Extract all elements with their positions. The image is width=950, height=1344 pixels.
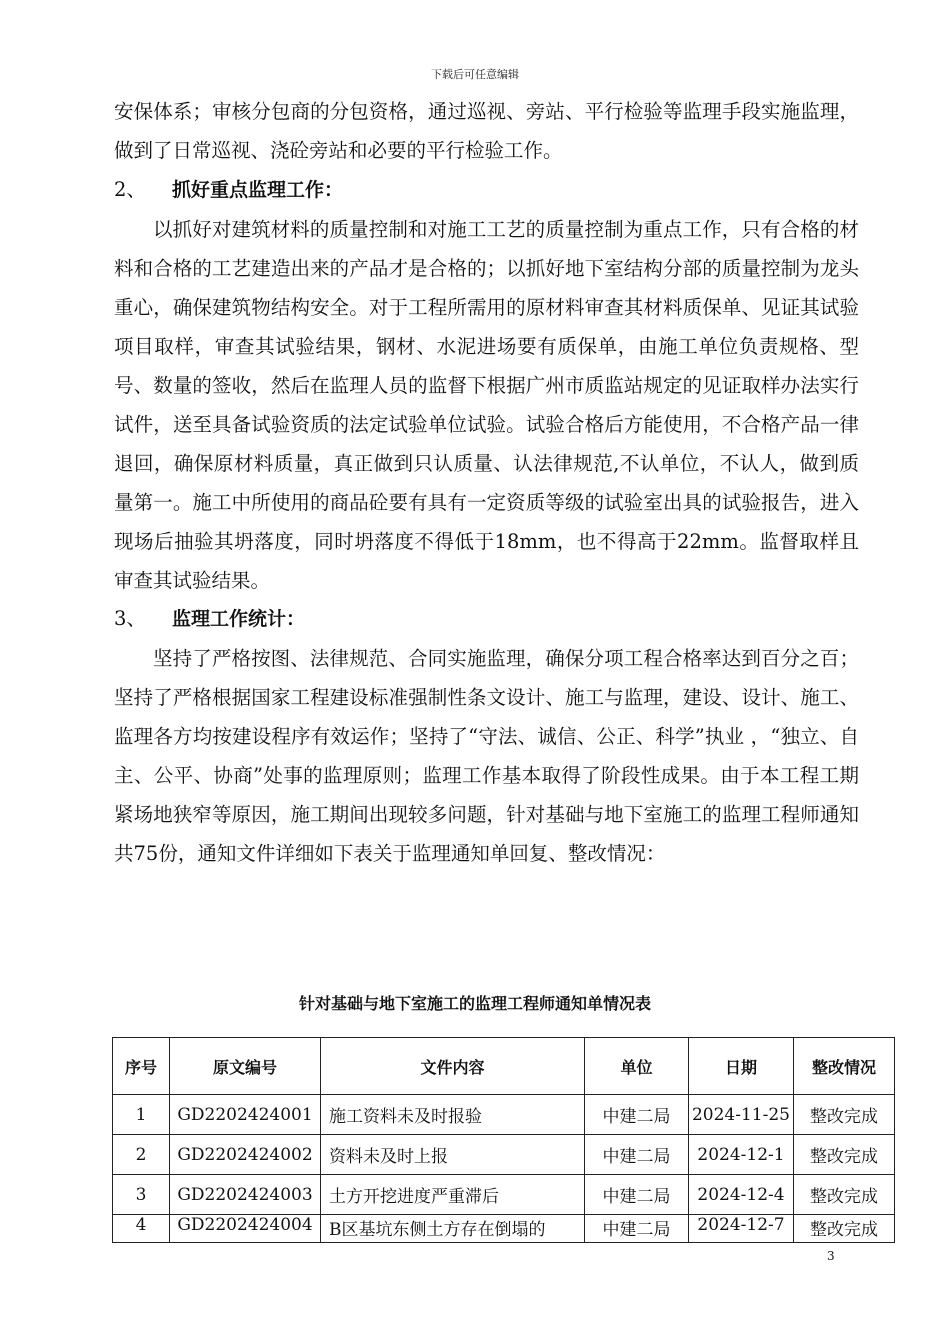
cell-index: 2 bbox=[113, 1135, 170, 1175]
table-row bbox=[113, 1135, 895, 1175]
cell-unit: 中建二局 bbox=[585, 1095, 689, 1135]
cell-unit: 中建二局 bbox=[585, 1175, 689, 1215]
section-2-title: 抓好重点监理工作： bbox=[172, 179, 344, 201]
cell-doc-number: GD2202424001 bbox=[170, 1095, 321, 1135]
section-3-title: 监理工作统计： bbox=[172, 608, 306, 630]
cell-date: 2024-12-4 bbox=[689, 1175, 794, 1215]
column-header-index: 序号 bbox=[113, 1038, 170, 1095]
section-3-heading bbox=[114, 599, 859, 639]
cell-date: 2024-12-1 bbox=[689, 1135, 794, 1175]
notice-table bbox=[112, 1037, 895, 1243]
cell-status: 整改完成 bbox=[794, 1095, 895, 1135]
section-2-heading bbox=[114, 170, 859, 210]
section-2-number: 2、 bbox=[114, 178, 146, 201]
cell-content: 施工资料未及时报验 bbox=[321, 1095, 585, 1135]
section-2-paragraph: 以抓好对建筑材料的质量控制和对施工工艺的质量控制为重点工作，只有合格的材料和合格的工艺建造出来的产品才是合格的；以抓好地下室结构分部的质量控制为龙头重心，确保建筑物结构安全。对于工程所需用的原材料审查其材料质保单、见证其试验项目取样，审查其试验结果，钢材、水泥进场要有质保单，由施工单位负责规格、型号、数量的签收，然后在监理人员的监督下根据广州市质监站规定的见证取样办法实行试件，送至具备试验资质的法定试验单位试验。试验合格后方能使用，不合格产品一律退回，确保原材料质量，真正做到只认质量、认法律规范,不认单位，不认人，做到质量第一。施工中所使用的商品砼要有具有一定资质等级的试验室出具的试验报告，进入现场后抽验其坍落度，同时坍落度不得低于18mm，也不得高于22mm。监督取样且审查其试验结果。 bbox=[114, 218, 859, 592]
cell-content: 土方开挖进度严重滞后 bbox=[321, 1175, 585, 1215]
page-number: 3 bbox=[827, 1249, 835, 1263]
cell-content: 资料未及时上报 bbox=[321, 1135, 585, 1175]
column-header-date: 日期 bbox=[689, 1038, 794, 1095]
cell-date: 2024-11-25 bbox=[689, 1095, 794, 1135]
cell-date: 2024-12-7 bbox=[689, 1215, 794, 1243]
cell-index: 3 bbox=[113, 1175, 170, 1215]
table-title: 针对基础与地下室施工的监理工程师通知单情况表 bbox=[298, 994, 651, 1013]
section-3-paragraph: 坚持了严格按图、法律规范、合同实施监理，确保分项工程合格率达到百分之百；坚持了严格根据国家工程建设标准强制性条文设计、施工与监理，建设、设计、施工、监理各方均按建设程序有效运作；坚持了“守法、诚信、公正、科学”执业 ，“独立、自主、公平、协商”处事的监理原则；监理工作基本取得了阶段性成果。由于本工程工期紧场地狭窄等原因，施工期间出现较多问题，针对基础与地下室施工的监理工程师通知共75份，通知文件详细如下表关于监理通知单回复、整改情况： bbox=[114, 647, 859, 865]
body-text-upper bbox=[114, 92, 859, 600]
cell-status: 整改完成 bbox=[794, 1175, 895, 1215]
table-header-row bbox=[113, 1038, 895, 1095]
column-header-status: 整改情况 bbox=[794, 1038, 895, 1095]
section-3-number: 3、 bbox=[114, 607, 146, 630]
table-row bbox=[113, 1095, 895, 1135]
table-row bbox=[113, 1215, 895, 1243]
cell-content: B区基坑东侧土方存在倒塌的 bbox=[321, 1215, 585, 1243]
cell-unit: 中建二局 bbox=[585, 1215, 689, 1243]
continuation-paragraph: 安保体系；审核分包商的分包资格，通过巡视、旁站、平行检验等监理手段实施监理，做到了日常巡视、浇砼旁站和必要的平行检验工作。 bbox=[114, 100, 859, 162]
body-text-lower bbox=[114, 599, 859, 873]
cell-doc-number: GD2202424004 bbox=[170, 1215, 321, 1243]
cell-status: 整改完成 bbox=[794, 1135, 895, 1175]
cell-index: 1 bbox=[113, 1095, 170, 1135]
table-row bbox=[113, 1175, 895, 1215]
cell-index: 4 bbox=[113, 1215, 170, 1243]
cell-doc-number: GD2202424002 bbox=[170, 1135, 321, 1175]
column-header-content: 文件内容 bbox=[321, 1038, 585, 1095]
cell-status: 整改完成 bbox=[794, 1215, 895, 1243]
cell-unit: 中建二局 bbox=[585, 1135, 689, 1175]
cell-doc-number: GD2202424003 bbox=[170, 1175, 321, 1215]
column-header-unit: 单位 bbox=[585, 1038, 689, 1095]
column-header-doc-number: 原文编号 bbox=[170, 1038, 321, 1095]
page-header: 下载后可任意编辑 bbox=[431, 68, 519, 81]
